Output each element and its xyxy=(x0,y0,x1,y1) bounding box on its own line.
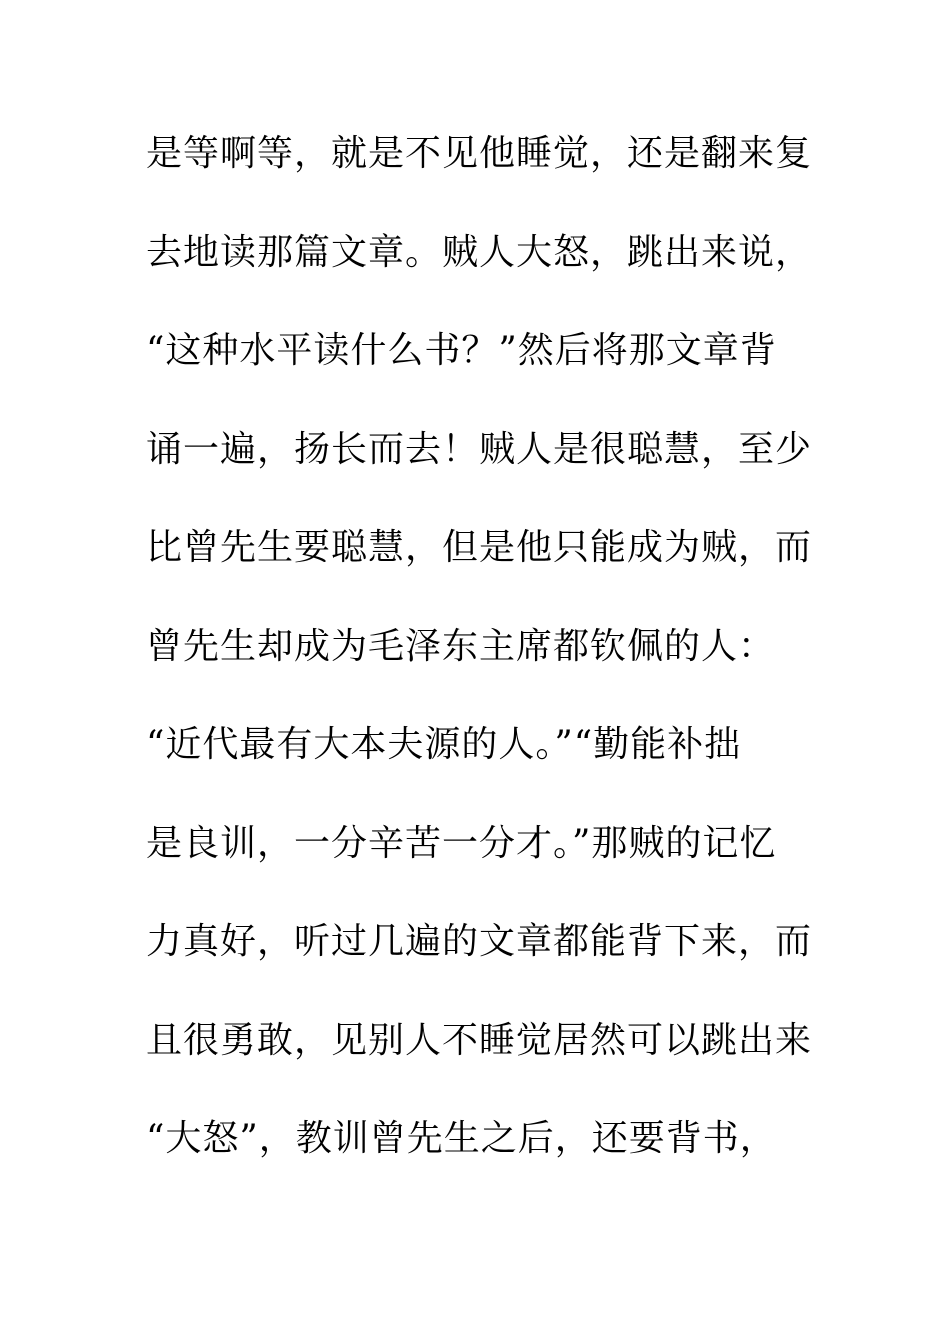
body-text xyxy=(146,128,813,1212)
text-line-11: “大怒”，教训曾先生之后，还要背书， xyxy=(146,1118,777,1159)
text-line-7: “近代最有大本夫源的人。”“勤能补拙 xyxy=(146,724,742,765)
text-line-4: 诵一遍，扬长而去！贼人是很聪慧，至少 xyxy=(146,428,813,470)
text-line-9: 力真好，听过几遍的文章都能背下来，而 xyxy=(146,921,813,962)
text-line-1: 是等啊等，就是不见他睡觉，还是翻来复 xyxy=(146,133,813,174)
text-line-3: “这种水平读什么书？”然后将那文章背 xyxy=(146,330,777,371)
text-line-6: 曾先生却成为毛泽东主席都钦佩的人： xyxy=(146,625,776,667)
text-line-10: 且很勇敢，见别人不睡觉居然可以跳出来 xyxy=(146,1019,813,1061)
text-line-5: 比曾先生要聪慧，但是他只能成为贼，而 xyxy=(146,527,813,568)
text-line-2: 去地读那篇文章。贼人大怒，跳出来说， xyxy=(146,231,813,273)
text-line-8: 是良训，一分辛苦一分才。”那贼的记忆 xyxy=(146,822,777,864)
